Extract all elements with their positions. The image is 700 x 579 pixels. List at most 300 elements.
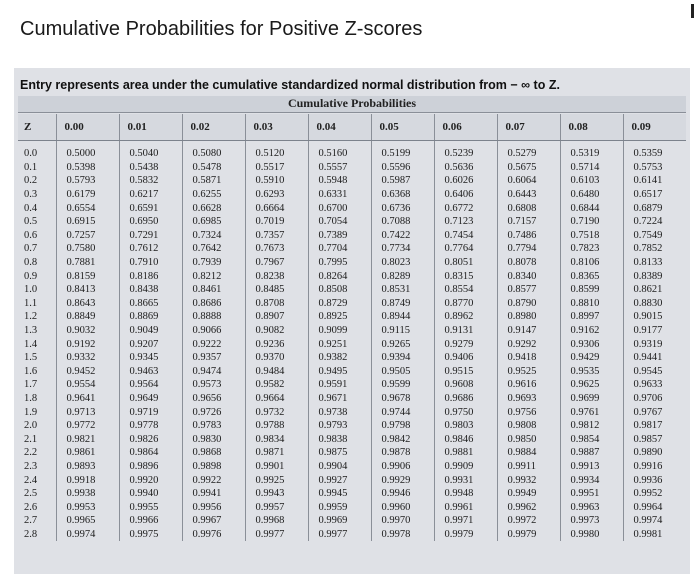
probability-cell: 0.9896 [119, 460, 182, 474]
probability-cell: 0.9049 [119, 324, 182, 338]
probability-cell: 0.9857 [623, 432, 686, 446]
table-row [18, 337, 686, 351]
probability-cell: 0.7852 [623, 242, 686, 256]
probability-cell: 0.9495 [308, 365, 371, 379]
probability-cell: 0.8212 [182, 269, 245, 283]
probability-cell: 0.9949 [497, 487, 560, 501]
probability-cell: 0.8925 [308, 310, 371, 324]
probability-cell: 0.8133 [623, 256, 686, 270]
probability-cell: 0.8238 [245, 269, 308, 283]
z-value-cell: 0.5 [24, 216, 38, 228]
probability-cell: 0.8643 [56, 297, 119, 311]
edge-mark [691, 4, 694, 18]
table-row [18, 460, 686, 474]
probability-cell: 0.9732 [245, 405, 308, 419]
z-value-cell: 2.0 [24, 420, 38, 432]
probability-cell: 0.9625 [560, 378, 623, 392]
probability-cell: 0.9977 [245, 528, 308, 542]
probability-cell: 0.9582 [245, 378, 308, 392]
probability-cell: 0.8554 [434, 283, 497, 297]
table-row [18, 283, 686, 297]
z-value-cell: 1.3 [24, 325, 38, 337]
probability-cell: 0.5987 [371, 174, 434, 188]
z-value-cell: 1.9 [24, 406, 38, 418]
table-row [18, 188, 686, 202]
probability-cell: 0.9545 [623, 365, 686, 379]
probability-cell: 0.9554 [56, 378, 119, 392]
probability-cell: 0.7995 [308, 256, 371, 270]
probability-cell: 0.9633 [623, 378, 686, 392]
probability-cell: 0.9306 [560, 337, 623, 351]
probability-cell: 0.9868 [182, 446, 245, 460]
probability-cell: 0.5040 [119, 141, 182, 161]
probability-cell: 0.6064 [497, 174, 560, 188]
header-col: 0.02 [182, 114, 245, 141]
probability-cell: 0.9936 [623, 473, 686, 487]
probability-cell: 0.5753 [623, 161, 686, 175]
probability-cell: 0.9406 [434, 351, 497, 365]
probability-cell: 0.7823 [560, 242, 623, 256]
probability-cell: 0.8997 [560, 310, 623, 324]
probability-cell: 0.9761 [560, 405, 623, 419]
probability-cell: 0.8749 [371, 297, 434, 311]
probability-cell: 0.6628 [182, 201, 245, 215]
probability-cell: 0.9826 [119, 432, 182, 446]
probability-cell: 0.6844 [560, 201, 623, 215]
probability-cell: 0.9463 [119, 365, 182, 379]
probability-cell: 0.5910 [245, 174, 308, 188]
probability-cell: 0.5319 [560, 141, 623, 161]
probability-cell: 0.9909 [434, 460, 497, 474]
probability-cell: 0.7910 [119, 256, 182, 270]
probability-cell: 0.9099 [308, 324, 371, 338]
probability-cell: 0.9887 [560, 446, 623, 460]
probability-cell: 0.9980 [560, 528, 623, 542]
probability-cell: 0.5517 [245, 161, 308, 175]
probability-cell: 0.5120 [245, 141, 308, 161]
table-row [18, 201, 686, 215]
table-row [18, 174, 686, 188]
probability-cell: 0.9830 [182, 432, 245, 446]
probability-cell: 0.9115 [371, 324, 434, 338]
probability-cell: 0.9834 [245, 432, 308, 446]
probability-cell: 0.9441 [623, 351, 686, 365]
probability-cell: 0.8830 [623, 297, 686, 311]
probability-cell: 0.9573 [182, 378, 245, 392]
probability-cell: 0.6368 [371, 188, 434, 202]
probability-cell: 0.9505 [371, 365, 434, 379]
probability-cell: 0.9671 [308, 392, 371, 406]
probability-cell: 0.9901 [245, 460, 308, 474]
probability-cell: 0.9929 [371, 473, 434, 487]
probability-cell: 0.9945 [308, 487, 371, 501]
z-value-cell: 2.6 [24, 501, 38, 513]
probability-cell: 0.8599 [560, 283, 623, 297]
probability-cell: 0.8770 [434, 297, 497, 311]
probability-cell: 0.9974 [56, 528, 119, 542]
probability-cell: 0.9251 [308, 337, 371, 351]
probability-cell: 0.9147 [497, 324, 560, 338]
probability-cell: 0.5160 [308, 141, 371, 161]
probability-cell: 0.9713 [56, 405, 119, 419]
probability-cell: 0.9966 [119, 514, 182, 528]
probability-cell: 0.9861 [56, 446, 119, 460]
probability-cell: 0.9656 [182, 392, 245, 406]
probability-cell: 0.9082 [245, 324, 308, 338]
probability-cell: 0.8051 [434, 256, 497, 270]
probability-cell: 0.9131 [434, 324, 497, 338]
table-row [18, 405, 686, 419]
probability-cell: 0.9969 [308, 514, 371, 528]
probability-cell: 0.9963 [560, 500, 623, 514]
probability-cell: 0.8790 [497, 297, 560, 311]
probability-cell: 0.7054 [308, 215, 371, 229]
probability-cell: 0.8665 [119, 297, 182, 311]
probability-cell: 0.9641 [56, 392, 119, 406]
probability-cell: 0.5478 [182, 161, 245, 175]
table-row [18, 473, 686, 487]
entry-caption: Entry represents area under the cumulative standardized normal distribution from − ∞ to Z. [20, 78, 560, 92]
probability-cell: 0.9979 [434, 528, 497, 542]
probability-cell: 0.7422 [371, 229, 434, 243]
probability-cell: 0.9783 [182, 419, 245, 433]
probability-cell: 0.9957 [245, 500, 308, 514]
probability-cell: 0.9952 [623, 487, 686, 501]
probability-cell: 0.8508 [308, 283, 371, 297]
probability-cell: 0.8888 [182, 310, 245, 324]
table-title: Cumulative Probabilities [287, 96, 417, 110]
table-row [18, 378, 686, 392]
probability-cell: 0.6664 [245, 201, 308, 215]
probability-cell: 0.9564 [119, 378, 182, 392]
probability-cell: 0.9699 [560, 392, 623, 406]
probability-cell: 0.9370 [245, 351, 308, 365]
probability-cell: 0.9890 [623, 446, 686, 460]
probability-cell: 0.9236 [245, 337, 308, 351]
probability-cell: 0.6179 [56, 188, 119, 202]
probability-cell: 0.9959 [308, 500, 371, 514]
probability-cell: 0.5675 [497, 161, 560, 175]
probability-cell: 0.9913 [560, 460, 623, 474]
table-row [18, 514, 686, 528]
probability-cell: 0.6103 [560, 174, 623, 188]
probability-cell: 0.9525 [497, 365, 560, 379]
z-value-cell: 0.0 [24, 148, 38, 160]
probability-cell: 0.7257 [56, 229, 119, 243]
table-row [18, 229, 686, 243]
probability-cell: 0.9394 [371, 351, 434, 365]
table-row [18, 215, 686, 229]
z-value-cell: 0.3 [24, 189, 38, 201]
header-col: 0.07 [497, 114, 560, 141]
probability-cell: 0.8485 [245, 283, 308, 297]
probability-cell: 0.6591 [119, 201, 182, 215]
probability-cell: 0.5871 [182, 174, 245, 188]
probability-cell: 0.6950 [119, 215, 182, 229]
probability-cell: 0.9812 [560, 419, 623, 433]
table-row [18, 392, 686, 406]
probability-cell: 0.9967 [182, 514, 245, 528]
z-value-cell: 2.5 [24, 488, 38, 500]
z-table [18, 114, 686, 541]
probability-cell: 0.9015 [623, 310, 686, 324]
header-col: 0.09 [623, 114, 686, 141]
probability-cell: 0.6293 [245, 188, 308, 202]
probability-cell: 0.6517 [623, 188, 686, 202]
probability-cell: 0.8907 [245, 310, 308, 324]
probability-cell: 0.5636 [434, 161, 497, 175]
probability-cell: 0.9970 [371, 514, 434, 528]
probability-cell: 0.9738 [308, 405, 371, 419]
probability-cell: 0.6406 [434, 188, 497, 202]
probability-cell: 0.5239 [434, 141, 497, 161]
probability-cell: 0.9974 [623, 514, 686, 528]
probability-cell: 0.9846 [434, 432, 497, 446]
probability-cell: 0.7580 [56, 242, 119, 256]
probability-cell: 0.9817 [623, 419, 686, 433]
probability-cell: 0.7734 [371, 242, 434, 256]
probability-cell: 0.9943 [245, 487, 308, 501]
page-title: Cumulative Probabilities for Positive Z-scores [20, 18, 423, 40]
probability-cell: 0.9904 [308, 460, 371, 474]
probability-cell: 0.9756 [497, 405, 560, 419]
probability-cell: 0.9916 [623, 460, 686, 474]
probability-cell: 0.5714 [560, 161, 623, 175]
table-row [18, 297, 686, 311]
probability-cell: 0.9382 [308, 351, 371, 365]
probability-cell: 0.9931 [434, 473, 497, 487]
header-col: 0.04 [308, 114, 371, 141]
probability-cell: 0.9941 [182, 487, 245, 501]
probability-cell: 0.8078 [497, 256, 560, 270]
probability-cell: 0.6772 [434, 201, 497, 215]
probability-cell: 0.9664 [245, 392, 308, 406]
probability-cell: 0.7794 [497, 242, 560, 256]
probability-cell: 0.8389 [623, 269, 686, 283]
probability-cell: 0.9893 [56, 460, 119, 474]
probability-cell: 0.9920 [119, 473, 182, 487]
probability-cell: 0.9838 [308, 432, 371, 446]
probability-cell: 0.7764 [434, 242, 497, 256]
z-value-cell: 2.2 [24, 447, 38, 459]
z-value-cell: 1.1 [24, 297, 38, 309]
z-value-cell: 1.6 [24, 365, 38, 377]
probability-cell: 0.9850 [497, 432, 560, 446]
z-value-cell: 0.2 [24, 175, 38, 187]
probability-cell: 0.9279 [434, 337, 497, 351]
probability-cell: 0.9418 [497, 351, 560, 365]
probability-cell: 0.7673 [245, 242, 308, 256]
probability-cell: 0.6141 [623, 174, 686, 188]
probability-cell: 0.9951 [560, 487, 623, 501]
probability-cell: 0.9975 [119, 528, 182, 542]
probability-cell: 0.8106 [560, 256, 623, 270]
probability-cell: 0.7357 [245, 229, 308, 243]
probability-cell: 0.7224 [623, 215, 686, 229]
probability-cell: 0.9842 [371, 432, 434, 446]
probability-cell: 0.8340 [497, 269, 560, 283]
probability-cell: 0.9960 [371, 500, 434, 514]
probability-cell: 0.9927 [308, 473, 371, 487]
probability-cell: 0.9808 [497, 419, 560, 433]
header-row [18, 114, 686, 141]
probability-cell: 0.9938 [56, 487, 119, 501]
probability-cell: 0.9265 [371, 337, 434, 351]
probability-cell: 0.6217 [119, 188, 182, 202]
probability-cell: 0.7642 [182, 242, 245, 256]
probability-cell: 0.6554 [56, 201, 119, 215]
probability-cell: 0.9599 [371, 378, 434, 392]
probability-cell: 0.9222 [182, 337, 245, 351]
probability-cell: 0.5398 [56, 161, 119, 175]
probability-cell: 0.8315 [434, 269, 497, 283]
probability-cell: 0.7324 [182, 229, 245, 243]
z-value-cell: 2.1 [24, 433, 38, 445]
probability-cell: 0.9961 [434, 500, 497, 514]
table-row [18, 500, 686, 514]
probability-cell: 0.9965 [56, 514, 119, 528]
probability-cell: 0.9918 [56, 473, 119, 487]
probability-cell: 0.5832 [119, 174, 182, 188]
probability-cell: 0.7454 [434, 229, 497, 243]
probability-cell: 0.9803 [434, 419, 497, 433]
probability-cell: 0.8810 [560, 297, 623, 311]
z-value-cell: 1.2 [24, 311, 38, 323]
probability-cell: 0.9981 [623, 528, 686, 542]
probability-cell: 0.6026 [434, 174, 497, 188]
probability-cell: 0.7088 [371, 215, 434, 229]
probability-cell: 0.6443 [497, 188, 560, 202]
probability-cell: 0.9964 [623, 500, 686, 514]
probability-cell: 0.6985 [182, 215, 245, 229]
probability-cell: 0.9535 [560, 365, 623, 379]
z-value-cell: 2.3 [24, 460, 38, 472]
z-value-cell: 1.5 [24, 352, 38, 364]
probability-cell: 0.9871 [245, 446, 308, 460]
probability-cell: 0.8023 [371, 256, 434, 270]
probability-cell: 0.8980 [497, 310, 560, 324]
header-z: Z [18, 114, 56, 141]
probability-cell: 0.6255 [182, 188, 245, 202]
probability-cell: 0.9793 [308, 419, 371, 433]
probability-cell: 0.9977 [308, 528, 371, 542]
probability-cell: 0.5793 [56, 174, 119, 188]
probability-cell: 0.9744 [371, 405, 434, 419]
z-value-cell: 1.0 [24, 284, 38, 296]
table-body [18, 141, 686, 542]
probability-cell: 0.7967 [245, 256, 308, 270]
probability-cell: 0.9940 [119, 487, 182, 501]
z-value-cell: 0.6 [24, 229, 38, 241]
probability-cell: 0.7389 [308, 229, 371, 243]
probability-cell: 0.9319 [623, 337, 686, 351]
probability-cell: 0.9452 [56, 365, 119, 379]
z-value-cell: 1.4 [24, 338, 38, 350]
probability-cell: 0.9875 [308, 446, 371, 460]
probability-cell: 0.7881 [56, 256, 119, 270]
table-row [18, 432, 686, 446]
probability-cell: 0.9474 [182, 365, 245, 379]
probability-cell: 0.9429 [560, 351, 623, 365]
table-row [18, 256, 686, 270]
probability-cell: 0.8461 [182, 283, 245, 297]
probability-cell: 0.9971 [434, 514, 497, 528]
z-value-cell: 0.1 [24, 161, 38, 173]
z-value-cell: 0.8 [24, 257, 38, 269]
table-row [18, 351, 686, 365]
probability-cell: 0.8944 [371, 310, 434, 324]
probability-cell: 0.9177 [623, 324, 686, 338]
probability-cell: 0.8159 [56, 269, 119, 283]
probability-cell: 0.8413 [56, 283, 119, 297]
probability-cell: 0.7549 [623, 229, 686, 243]
probability-cell: 0.8289 [371, 269, 434, 283]
probability-cell: 0.9192 [56, 337, 119, 351]
probability-cell: 0.8186 [119, 269, 182, 283]
header-col: 0.06 [434, 114, 497, 141]
probability-cell: 0.9345 [119, 351, 182, 365]
z-table-panel [14, 68, 690, 574]
table-title-bar [18, 96, 686, 113]
probability-cell: 0.9292 [497, 337, 560, 351]
probability-cell: 0.9962 [497, 500, 560, 514]
probability-cell: 0.8849 [56, 310, 119, 324]
probability-cell: 0.9968 [245, 514, 308, 528]
probability-cell: 0.8869 [119, 310, 182, 324]
probability-cell: 0.7019 [245, 215, 308, 229]
probability-cell: 0.7190 [560, 215, 623, 229]
probability-cell: 0.9788 [245, 419, 308, 433]
probability-cell: 0.7704 [308, 242, 371, 256]
probability-cell: 0.9898 [182, 460, 245, 474]
table-row [18, 310, 686, 324]
probability-cell: 0.9357 [182, 351, 245, 365]
probability-cell: 0.9884 [497, 446, 560, 460]
probability-cell: 0.9686 [434, 392, 497, 406]
probability-cell: 0.9972 [497, 514, 560, 528]
probability-cell: 0.8708 [245, 297, 308, 311]
probability-cell: 0.8365 [560, 269, 623, 283]
probability-cell: 0.9162 [560, 324, 623, 338]
probability-cell: 0.9693 [497, 392, 560, 406]
probability-cell: 0.5948 [308, 174, 371, 188]
probability-cell: 0.7291 [119, 229, 182, 243]
probability-cell: 0.6915 [56, 215, 119, 229]
probability-cell: 0.5438 [119, 161, 182, 175]
probability-cell: 0.5279 [497, 141, 560, 161]
probability-cell: 0.8621 [623, 283, 686, 297]
probability-cell: 0.9925 [245, 473, 308, 487]
table-row [18, 446, 686, 460]
probability-cell: 0.9978 [371, 528, 434, 542]
probability-cell: 0.9798 [371, 419, 434, 433]
probability-cell: 0.9948 [434, 487, 497, 501]
z-value-cell: 2.7 [24, 515, 38, 527]
probability-cell: 0.9649 [119, 392, 182, 406]
probability-cell: 0.9979 [497, 528, 560, 542]
probability-cell: 0.7612 [119, 242, 182, 256]
z-value-cell: 0.7 [24, 243, 38, 255]
z-value-cell: 2.8 [24, 528, 38, 540]
table-row [18, 365, 686, 379]
probability-cell: 0.9864 [119, 446, 182, 460]
table-row [18, 141, 686, 161]
probability-cell: 0.9772 [56, 419, 119, 433]
table-row [18, 161, 686, 175]
z-value-cell: 0.4 [24, 202, 38, 214]
header-col: 0.01 [119, 114, 182, 141]
probability-cell: 0.9955 [119, 500, 182, 514]
